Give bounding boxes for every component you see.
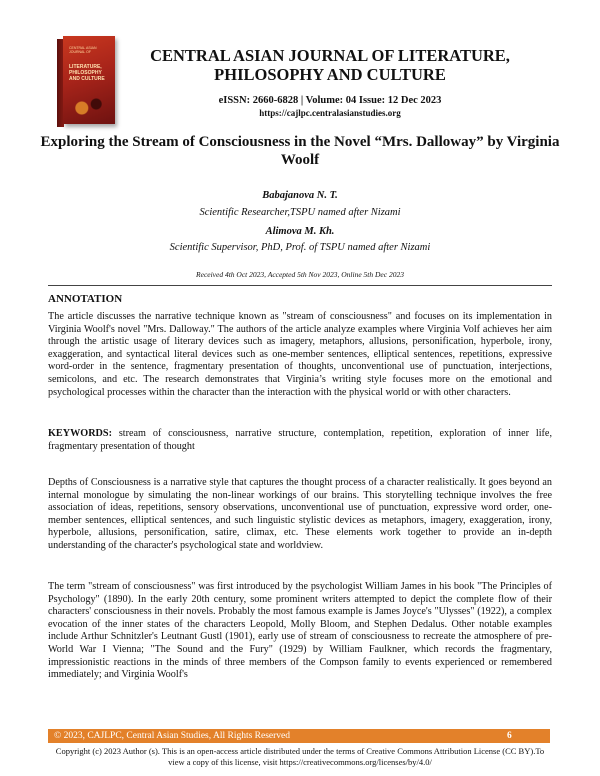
journal-issue-meta: eISSN: 2660-6828 | Volume: 04 Issue: 12 Dec 2023 <box>218 95 442 106</box>
cover-small-text: CENTRAL ASIAN JOURNAL OF <box>69 46 97 54</box>
annotation-heading: ANNOTATION <box>48 293 123 305</box>
cover-front <box>63 36 115 124</box>
article-title: Exploring the Stream of Consciousness in the Novel “Mrs. Dalloway” by Virginia Woolf <box>40 134 560 168</box>
received-dates: Received 4th Oct 2023, Accepted 5th Nov 2023, Online 5th Dec 2023 <box>196 270 404 279</box>
body-paragraph-1: Depths of Consciousness is a narrative style that captures the thought process of a character realistically. It goes beyond an internal monologue by simulating the non-linear workings of our brains. This storytelling technique involves the free association of ideas, repetitions, sensory observations, unconventional use of punctuation, expressive word order, one-member sentences, elliptical sentences, and such linguistic stylistic devices as metaphors, imagery, exaggeration, irony, hyperbole, allusions, personification, satire, climax, etc. These elements work together to provide an in-depth understanding of the character's psychological state and worldview. <box>48 477 552 551</box>
author-affiliation-2: Scientific Supervisor, PhD, Prof. of TSPU named after Nizami <box>169 242 431 253</box>
author-name-1: Babajanova N. T. <box>262 190 338 201</box>
keywords-label: KEYWORDS: <box>48 428 112 439</box>
journal-title: CENTRAL ASIAN JOURNAL OF LITERATURE, PHILOSOPHY AND CULTURE <box>150 46 510 84</box>
footer-bar <box>48 729 550 743</box>
divider-line <box>48 285 552 286</box>
keywords-paragraph <box>48 428 552 453</box>
footer-copyright: © 2023, CAJLPC, Central Asian Studies, All Rights Reserved <box>54 731 291 741</box>
annotation-text: The article discusses the narrative technique known as "stream of consciousness" and focuses on its implementation in Virginia Woolf's novel "Mrs. Dalloway." The authors of the article analyze examples where Virginia Volf achieves her aim through the artistic usage of literary devices such as imagery, metaphors, allusions, personification, hyperbole, irony, exaggeration, and syntactical literal devices such as one-member sentences, elliptical sentences, repetitions, expressive word-order in the sentence, fragmentary presentation of thoughts, unconventional use of punctuation, interjections, semicolons, and etc. The research demonstrates that Virginia’s writing style focuses more on the emotional and psychological processes within the character than the interaction with the physical world or with other characters. <box>48 311 552 398</box>
cover-decoration <box>71 96 107 116</box>
author-affiliation-1: Scientific Researcher,TSPU named after Nizami <box>199 207 401 218</box>
author-name-2: Alimova M. Kh. <box>265 226 335 237</box>
body-paragraph-2: The term "stream of consciousness" was first introduced by the psychologist William James in his book "The Principles of Psychology" (1890). In the early 20th century, some prominent writers attempted to depict the complete flow of their characters' consciousness in their novels. Probably the most famous example is James Joyce's "Ulysses" (1922), a complex evocation of the inner states of the characters Leopold, Molly Bloom, and Stephen Dedalus. Other notable examples include Arthur Schnitzler's Leutnant Gustl (1901), early use of stream of consciousness to recreate the atmosphere of pre-World War I Vienna; "The Sound and the Fury" (1929) by William Faulkner, which records the fragmentary, impressionistic reactions in the minds of three members of the Compson family to events experienced or remembered immediately; and Virginia Woolf's <box>48 581 552 681</box>
keywords-text: stream of consciousness, narrative structure, contemplation, repetition, exploration of inner life, fragmentary presentation of thought <box>48 428 552 452</box>
page-number: 6 <box>507 731 512 741</box>
journal-cover-image <box>57 36 115 128</box>
license-text: Copyright (c) 2023 Author (s). This is an open-access article distributed under the terms of Creative Commons Attribution License (CC BY).To view a copy of this license, visit https://creativecommons.org/licenses/by/4.0/ <box>55 746 545 767</box>
cover-title-text: LITERATURE, PHILOSOPHY AND CULTURE <box>69 64 105 82</box>
journal-url: https://cajlpc.centralasianstudies.org <box>259 108 401 118</box>
